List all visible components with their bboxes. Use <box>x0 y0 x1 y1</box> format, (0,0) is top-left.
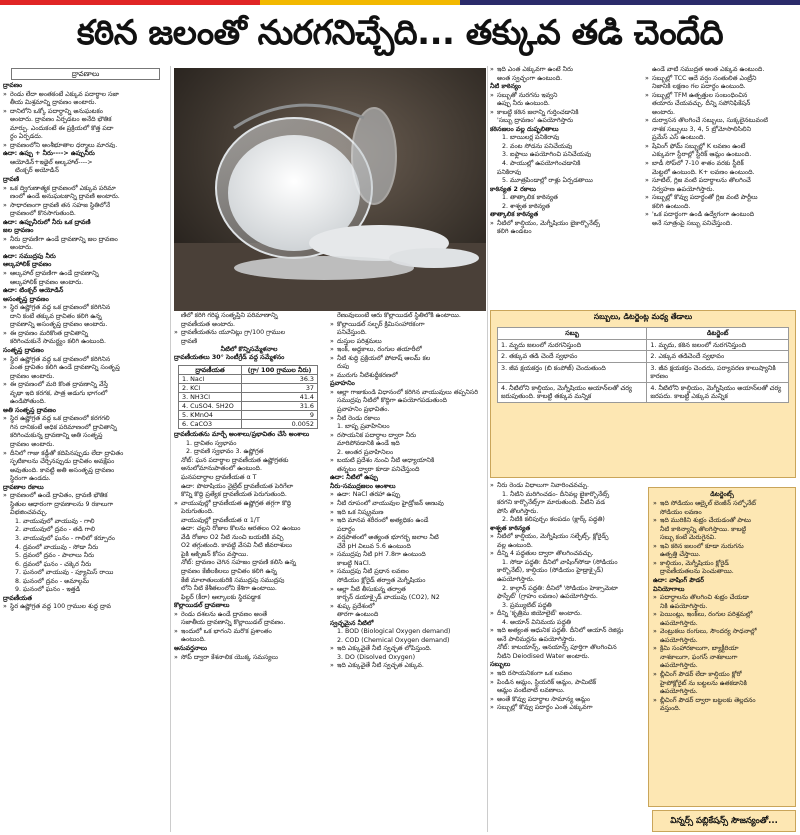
column-1-text <box>3 82 168 611</box>
text-line: ఉపయోగిస్తారు. <box>497 576 535 584</box>
soap-detergent-comparison <box>490 310 796 478</box>
table-header: ద్రావణీయత <box>179 366 242 375</box>
text-line: » ఇంక్, అద్దకాలు, రంగుల తయారీలో <box>330 346 486 354</box>
text-line: ఉదా: పొటాషియం నైట్రేట్ ద్రావణీయత పెరిగేలా <box>181 482 294 490</box>
text-line: ర్థం ఏర్పడదు. <box>10 133 43 141</box>
text-line: 2. ద్రావణి స్వభావం 3. ఉష్ణోగ్రత <box>186 448 264 456</box>
text-line: ణిలో కరిగి గరిష్ఠ సంతృప్తిని పరిమాణాన్ని <box>181 312 278 319</box>
text-line: ద్రావణాన్ని అసంతృప్త ద్రావణం అంటారు. <box>10 321 108 329</box>
table-row <box>179 384 318 393</box>
text-line: ద్రావణి <box>181 337 198 345</box>
text-line: సోడియం క్లోరైడ్ తర్వాత మెగ్నీషియం <box>337 576 426 584</box>
text-line: » బ్లీచింగ్ పౌడర్ ద్వారా బట్టలకు తెల్లదనం <box>653 697 791 705</box>
text-line: ద్రావణీయత అంటారు. <box>181 320 236 328</box>
solubility-table <box>178 365 318 429</box>
text-line: పైకి ఆక్సిజన్ కోసం వస్తాయి. <box>181 550 249 558</box>
text-line: పెరుగుతుంది. <box>181 508 214 516</box>
text-line: ద్రావణీయతలను పెంచుతాయి. <box>660 568 734 576</box>
text-line: ఉత్పత్తి చేస్తాయి. <box>660 551 701 559</box>
text-line: మార్పు. ఎందుకంటే ఈ ప్రక్రియలో కొత్త పదా <box>10 124 114 132</box>
text-line: కలిగి ఉండటం <box>497 228 532 236</box>
text-line: » క్రిమి సంహారకాలుగా, బ్యాక్టీరియా <box>653 645 791 653</box>
text-line: కార్బొనేట్), కాల్షియం (సోడియం హైడ్రాక్సైడ్) <box>497 567 604 575</box>
text-line: ద్రావణంలో కొనసాగుతుంది. <box>10 210 76 218</box>
table-row <box>179 420 318 429</box>
text-line: కార్బన్ డయాక్సైడ్ వాయువు (CO2), N2 <box>337 594 440 602</box>
table-cell: 9 <box>242 411 318 420</box>
text-line: » స్థిర ఉష్ణోగ్రత వద్ద ఒక ద్రావణంలో కరిగినిన <box>3 356 168 364</box>
footer-credit: విన్నర్స్ పబ్లికేషన్స్ సౌజన్యంతో... <box>652 810 796 832</box>
text-line: » నీటిలో కాల్షియం, మెగ్నీషియం సల్ఫేట్స్, క్లోరైడ్స్ <box>490 533 644 541</box>
comparison-table <box>497 327 789 403</box>
text-line: దాని కంటే తక్కువ ద్రావితం కలిగి ఉన్న <box>10 312 102 320</box>
text-line: ఆల్కహాలిక్ ద్రావణం అంటారు. <box>10 278 84 286</box>
table-cell: 41.4 <box>242 393 318 402</box>
text-line: 2. శాశ్వత కాఠిన్యత <box>502 202 550 210</box>
text-line: సజాతీయ ద్రావణాన్ని కొల్లాయిడల్ ద్రావణం. <box>181 619 286 627</box>
detergents-text <box>649 500 795 713</box>
text-line: చేరే pH విలువ 5.6 ఉంటుంది <box>337 542 411 550</box>
table-row <box>498 339 789 351</box>
text-line: » 'ఒక పదార్థంగా ఉండి ఉద్వేగంగా ఉంటుంది <box>645 211 795 219</box>
table-row <box>179 393 318 402</box>
salt-jar-image <box>174 68 486 311</box>
text-line: » ఇవి కఠిన జలంలో కూడా నురుగను <box>653 543 791 551</box>
text-line: 2. వాయువులో ద్రవం - తడి గాలి <box>15 526 96 534</box>
text-line: నోట్: ద్రావణం చెగిన సహజం ద్రావణి కలిసి ఉన్న <box>181 559 296 567</box>
text-line: వృథా ఇది కరగక, పాత్ర అడుగు భాగంలో <box>10 389 108 397</box>
text-line: ఉపయోగిస్తారు. <box>660 619 698 627</box>
text-line: సోడియం లవణం <box>660 508 702 516</box>
table-header: డిటర్జెంట్ <box>647 328 789 340</box>
text-line: కరిగించుకున్న ద్రావణాన్ని అతి సంతృప్త <box>10 432 103 440</box>
table-cell: 31.6 <box>242 402 318 411</box>
solubility-rows <box>179 375 318 429</box>
text-line: పనికిరావు <box>497 168 522 176</box>
text-line: 7. ఘనంలో వాయువు - ప్యూమిస్ రాయి <box>15 569 114 577</box>
text-line: » రెండు దశలను ఉండే ద్రావణం అంతే <box>174 611 324 619</box>
text-line: » దీన్ని 'కృత్రిమ జియోలైట్' అంటారు. <box>490 610 644 618</box>
text-line: » సముద్రపు నీటి pH 7.8గా ఉంటుంది <box>330 551 486 559</box>
text-line: » ద్రావణంలోని అంశీభూతాల ధర్మాలు మారవు. <box>3 142 168 150</box>
subheading: కఠినజలం వల్ల దుష్ఫలితాలు <box>490 125 559 133</box>
text-line: సముద్రపు నీటిలో కొద్దిగా ఉపయోగపడుతుంది <box>337 397 447 405</box>
table-cell: 4. నీటిలోని కాల్షియం, మెగ్నీషియం అయాన్‌లతో చర్య జరపదు. కాబట్టి ఎక్కువ మన్నిక <box>647 382 789 402</box>
table-cell: 2. KCl <box>179 384 242 393</box>
text-line: » స్థిర ఉష్ణోగ్రత వద్ద ఒక ద్రావణంలో కరిగినిన <box>3 304 168 312</box>
text-line: » కాబట్టి కఠిన జలాన్ని గుర్తించడానికి <box>490 109 638 117</box>
text-line: » పెయింట్లు, ఇంక్‌లు, రంగుల పరిశ్రమల్లో <box>653 611 791 619</box>
salt-jar-photo <box>174 68 486 311</box>
text-line: » నీటిలో కాల్షియం, మెగ్నీషియం బైకార్బొనేట్స్ <box>490 220 638 228</box>
text-line: 1. బాయిలర్ల పనికిరావు <box>502 134 560 142</box>
text-line: నోట్: ఘన పదార్థాల ద్రావణీయత ఉష్ణోగ్రతకు <box>181 456 289 464</box>
text-line: 2. నీటికి కలిపుర్చం కలపడం (క్లార్క్ పద్ధతి) <box>502 516 605 524</box>
text-line: ఉప్పు నీరు ఉంటుంది. <box>497 100 550 108</box>
text-line: అవుతుంది. కావట్టి అతి అసంతృప్త ద్రావణం <box>10 466 115 474</box>
text-line: » ద్రావణంలో ఉండే ద్రావితం, ద్రావణి భౌతిక <box>3 492 168 500</box>
text-line: » ఉదా: NaCl తరహా ఉప్పు <box>330 491 486 499</box>
text-line: ఫాస్ఫేట్' (గ్రాహం లవణం) ఉపయోగిస్తారు. <box>497 593 598 601</box>
text-line: » బయటి ప్రదేశం నుంచి నీటి అధ్యాయానికి <box>330 457 486 465</box>
text-line: » స్థిర ఉష్ణోగ్రత వద్ద 100 గ్రాముల శుద్ధ ద్రావ <box>3 603 168 611</box>
text-line: అనే సూత్రంపై సబ్బు పనిచేస్తుంది. <box>652 219 733 227</box>
text-line: » ఆల్లా గాజుకుండి విధానంలో కరిగిన వాయువులు తప్పనిసరి <box>330 389 486 397</box>
text-line: » ఇది ఎంత ఎక్కువగా ఉంటే నీరు <box>490 66 638 74</box>
text-line: » పిండిన ఆమ్లం, స్టియరిక్ ఆమ్లం, పామిటిక్ <box>490 679 644 687</box>
headline: కఠిన జలంతో నురగనిచ్చేది... తక్కువ తడి చెందేది <box>76 13 724 53</box>
subheading: ద్రావణీయతను మార్చే అంశాలు/ప్రభావితం చేసే అంశాలు <box>174 431 310 439</box>
text-line: » ఇది సోడియం ఆల్కైల్ బెంజీన్ సల్ఫోనేట్ <box>653 500 791 508</box>
text-line: ఉండిపోతుంది. <box>10 398 47 406</box>
text-line: విభజించవచ్చు. <box>10 509 48 517</box>
text-line: 6. ద్రవంలో ఘనం - చక్కెర నీరు <box>15 560 92 568</box>
text-line: తారగా ఉంటుంది <box>337 611 379 619</box>
text-line: గిన దానికంటే అధిక పరిమాణంలో ద్రావితాన్ని <box>10 423 117 431</box>
table-row <box>179 402 318 411</box>
text-line: వాయువుల్లో ద్రావణీయత α 1/T <box>181 516 260 524</box>
text-line: ఉంటుంది. <box>181 636 206 644</box>
text-line: 3. వాయువులో ఘనం - గాలిలో కర్పూరం <box>15 534 115 542</box>
text-line: 1. ద్రావితం స్వభావం <box>186 439 237 447</box>
text-line: ద్రావణం అంటారు. <box>10 440 55 448</box>
text-line: » ఇది అత్యంత ఆధునిక పద్ధతి. దీనిలో అయాన్ రెజిన్లు <box>490 627 644 635</box>
text-line: కరిగించుకునే సామర్థ్యం కలిగి ఉంటుంది. <box>10 338 106 346</box>
text-line: » ఆల్కహాల్ ద్రావణిగా ఉండే ద్రావణాన్ని <box>3 270 168 278</box>
text-line: టింక్చర్ అయోడిన్ <box>15 167 59 175</box>
text-line: నిజానికి లక్షణం గల పదార్థం ఉంటుంది. <box>652 83 746 91</box>
text-line: తయారు చేయవచ్చు. దీన్ని సపోనిఫికేషన్ <box>652 100 751 108</box>
text-line: » ఈ ద్రావణంలో మరి కొంత ద్రావణాన్ని వేస్తే <box>3 381 168 389</box>
table-cell: 4. CuSO4. 5H2O <box>179 402 242 411</box>
text-line: » ఒక ద్విగుణాత్మక ద్రావణంలో ఎక్కువ పరిమా <box>3 185 168 193</box>
text-line: రుపు <box>337 363 350 371</box>
text-line: అంత స్వచ్ఛంగా ఉంటుంది. <box>497 74 563 82</box>
table-cell: 3. జీవ క్షయకర్తం చెందదు, పర్యావరణ కాలుష్యానికి కారణం <box>647 362 789 382</box>
text-line: 3. ప్రమ్యుటిట్ పద్ధతి <box>502 601 552 609</box>
subheading: ద్రావణి <box>3 176 20 184</box>
text-line: స్ఫటికాలను చేర్చినప్పుడు ద్రావితం అవక్షేపం <box>10 458 115 466</box>
table-cell: 1. Nacl <box>179 375 242 384</box>
text-line: పదార్థం <box>337 525 355 533</box>
detergents-title: డిటర్జెంట్స్ <box>710 491 734 498</box>
column-6-text <box>490 482 644 712</box>
text-line: » దీన్ని 4 పద్ధతుల ద్వారా తొలగించవచ్చు. <box>490 550 644 558</box>
column-5-text <box>645 66 795 228</box>
text-line: మెట్టలో ఉంటుంది. K+ లవణం ఉంటుంది. <box>652 168 755 176</box>
text-line: కొన్ని కొద్ది ప్రత్యేక ద్రావణీయత పెరుగుతుంది. <box>181 491 287 499</box>
subheading: ఉదా: సముద్రపు నీరు <box>3 252 56 260</box>
text-line: 2. అంతర ప్రవాహినిలం <box>337 448 394 456</box>
text-line: O2 తగ్గుతుంది. కావట్టి వేసవి నీటి జీవరాశులు <box>181 542 292 550</box>
subheading: స్వచ్ఛమైన నీటిలో <box>330 619 374 627</box>
text-line: » వర్షపాతంలో అత్యంత భూగర్భ జలాల నీటి <box>330 534 486 542</box>
text-line: » ఈ ద్రావణం మరికొంత ద్రావితాన్ని <box>3 330 168 338</box>
table-cell: 3. NH3Cl <box>179 393 242 402</box>
table-cell: 3. జీవ క్షయకర్తం (బి కంపోజ్) చెందుతుంది <box>498 362 647 382</box>
text-line: » దుర్వాసన తొలగించే సబ్బులు, సుక్కలైనటువంటి <box>645 117 795 125</box>
table-row <box>498 351 789 363</box>
subheading: తాత్కాలిక కాఠిన్యత <box>490 211 539 219</box>
text-line: 5. మూత్రపిండాల్లో రాళ్లు ఏర్పడతాయి <box>502 177 593 185</box>
text-line: పోసి తొలగిస్తారు. <box>497 507 539 515</box>
text-line: ఫిల్టర్ (కీరా) ఆల్కాలకు స్థిరపడ్డాక <box>181 593 261 601</box>
text-line: » ఇందులో ఒక భాగంని మరొక ప్రశాంతం <box>174 628 324 636</box>
table-row <box>498 382 789 402</box>
text-line: తన్నటం ద్వారా కూడా పనిచేస్తుంది <box>337 465 420 473</box>
text-line: » దుస్తుల పరిశ్రమలు <box>330 338 486 346</box>
text-line: ప్రవాహనిం ప్రభావితం. <box>337 406 390 414</box>
table-cell: 36.3 <box>242 375 318 384</box>
text-line: నీటి కాఠిన్యాన్ని తొలగిస్తాయి. కాబట్టి <box>660 525 747 533</box>
text-line: ఉండే వాటి సముద్రత అంత ఎక్కువ ఉంటుంది. <box>652 66 765 73</box>
table-cell: 5. KMnO4 <box>179 411 242 420</box>
text-line: ద్రావణం అంటారు. <box>10 372 55 380</box>
text-line: తీయ మిశ్రమాన్ని ద్రావణం అంటారు. <box>10 99 97 107</box>
text-line: » స్థిర ఉష్ణోగ్రత వద్ద ఒక ద్రావణంలో కరగగలి <box>3 415 168 423</box>
text-line: » నీటి శుద్ధి ప్రక్రియలో పోటాష్ ఆలమ్ కల <box>330 355 486 363</box>
text-line: నోట్: కాటయాన్స్, ఆనయాన్స్ పూర్తిగా తొలగించిన <box>497 644 617 652</box>
text-line: అంటారు. ద్రావణం ఏర్పడటం అనేది భౌతిక <box>10 116 112 124</box>
subheading: అతి సంతృప్త ద్రావణం <box>3 406 56 414</box>
text-line: » నీటి రెండు రకాలు <box>330 415 486 423</box>
text-line: వల్ల ఉంటుంది. <box>497 541 533 549</box>
subheading: నీటి కాఠిన్యం <box>490 83 521 91</box>
text-line: » సబ్బుల్లో TFM ఉత్పత్తుల సంబంధించిన <box>645 92 795 100</box>
text-line: » ఇది మురికిని శుభ్రం చేయడంతో పాటు <box>653 517 791 525</box>
text-line: » దానిలోని ఒక్కో పదార్థాన్ని అనుఘటకం <box>3 108 168 116</box>
column-1 <box>3 66 168 832</box>
text-line: రేణువులుంటే ఆరు కొల్లాయిడల్ స్థితిలోకి ఉంటాయి. <box>337 312 461 319</box>
text-line: » సబ్బుల్లో కొవ్వు పదార్థం ఎంత ఎక్కువగా <box>490 704 644 712</box>
detergents-box <box>648 487 796 807</box>
text-line: ఆమ్లం వంటివాటి లవణాలు. <box>497 687 565 695</box>
text-line: » నీరు రెండు విధాలుగా నివారించవచ్చు. <box>490 482 644 490</box>
text-line: 8. ఘనంలో ద్రవం - అమాల్గమ్ <box>15 577 90 585</box>
text-line: » రసాయనిక పదార్థాల ద్వారా నీరు <box>330 432 486 440</box>
text-line: కరగని కార్బొనేట్స్‌గా మారుతుంది. వీటిని వడ <box>497 499 606 507</box>
subheading: కొల్లాయిడల్ ద్రావణాలు <box>174 602 230 610</box>
text-line: 4. ద్రవంలో వాయువు - సోడా నీరు <box>15 543 99 551</box>
text-line: ఉపయోగిస్తారు. <box>660 688 698 696</box>
table-cell: 4. నీటిలోని కాల్షియం, మెగ్నీషియం అయాన్‌లతో చర్య జరుపుతుంది. కాబట్టి తక్కువ మన్నిక <box>498 382 647 402</box>
text-line: ఉపయోగిస్తారు. <box>660 662 698 670</box>
text-line: నిర్వహణ ఉపయోగిస్తారు. <box>652 185 715 193</box>
text-line: » రెండు లేదా అంతకంటే ఎక్కువ పదార్థాల సజా <box>3 91 168 99</box>
text-line: నాశక సబ్బులు 3, 4, 5 బ్రోమోసాలిసిలిని <box>652 125 752 133</box>
subheading: ఆల్కహాలిక్ ద్రావణం <box>3 261 52 269</box>
text-line: 5. ద్రవంలో ద్రవం - పాలాలు నీరు <box>15 552 95 560</box>
text-line: » వెంట్రుకలు రంగులు, సౌందర్య సాధనాల్లో <box>653 628 791 636</box>
text-line: కలిగి ఉంటుంది. <box>652 202 691 210</box>
text-line: లోని నీటి కేశీతలంలోని కేశిగా ఉంటాయి. <box>181 585 277 593</box>
text-line: » సాధారణంగా ద్రావణి తన సహజ స్థితిలోనే <box>3 202 168 210</box>
subheading: జల ద్రావణం <box>3 227 34 235</box>
text-line: ఉపయోగిస్తారు. <box>660 636 698 644</box>
subheading: కాఠిన్యత 2 రకాలు <box>490 185 536 193</box>
text-line: » సూటిల్, గ్లిజ వంటి పదార్థాలను తొలగించే <box>645 177 795 185</box>
text-line: 4. పాయుల్లో ఉపయోగించడానికి <box>502 160 581 168</box>
text-line: 1. వాయువులో వాయువు - గాలి <box>15 517 95 525</box>
text-line: » మురుగు నీటిశుద్ధీకరణలో <box>330 372 486 380</box>
text-line: » సోప్ ద్వారా కేశనాలిక యొక్క సమస్యలు <box>174 654 324 662</box>
column-3 <box>330 312 486 832</box>
text-line: » శుష్క ప్రదేశంలో <box>330 603 486 611</box>
text-line: ఎక్కువగా స్టీరాల్లో స్టీరిక్ ఆమ్లం ఉంటుంది. <box>652 151 752 159</box>
table-cell: 1. మృదు జలంలో నురగనిస్తుంది <box>498 339 647 351</box>
text-line: 4. అయాన్ వినిమయ పద్ధతి <box>502 618 571 626</box>
section-title: ద్రావణాలు <box>11 68 160 80</box>
column-2-top-text <box>174 312 324 346</box>
column-4-text <box>490 66 638 236</box>
text-line: అనే పాలిమర్లను ఉపయోగిస్తారు. <box>497 635 577 643</box>
subheading: ఉదా: ఉప్పు + నీరు----> ఉప్పునీరు <box>3 150 95 158</box>
table-row <box>179 375 318 384</box>
text-line: మారిపోవడానికి ఉండే ఇది <box>337 440 400 448</box>
column-3-text <box>330 312 486 670</box>
table-cell: 6. CaCO3 <box>179 420 242 429</box>
text-line: » అంతే కొవ్వు పదార్థాల సామాన్య ఆమ్లం <box>490 696 644 704</box>
subheading: ఉదా: టింక్చర్ అయోడిన్ <box>3 287 64 295</box>
text-line: ణంలో ఉండే అనుఘటకాన్ని ద్రావణి అంటారు. <box>10 193 120 201</box>
text-line: » సబ్బుతో నురగను ఇవ్వని <box>490 92 638 100</box>
text-line: 1. నీటిని మరిగించడం- దీనివల్ల బైకార్బొనేట్స్ <box>502 490 610 498</box>
subheading: అసంతృప్త ద్రావణం <box>3 295 49 303</box>
text-line: 3. ఐఫ్లాలు ఉపయోగించి పనిచేయవు <box>502 151 592 159</box>
subheading: ఉదా: ఉప్పునీరులో నీరు ఒక ద్రావణి <box>3 218 91 226</box>
text-line: నాశకాలుగా, ఫంగస్ నాశకాలుగా <box>660 653 738 661</box>
subheading: అనువర్తనాలు <box>174 644 208 652</box>
text-line: పనిచేస్తుంది. <box>337 329 367 337</box>
top-color-bar <box>0 0 800 5</box>
column-4 <box>490 66 638 308</box>
text-line: » నీటి రూపంలో వాయువుల హైడ్రోజన్ అణువు <box>330 500 486 508</box>
text-line: ఘనపదార్థాల ద్రావణీయత α T <box>181 474 257 482</box>
text-line: 'సబ్బు ద్రావణం' ఉపయోగిస్తారు <box>497 117 574 125</box>
table-cell: 2. ఎక్కువ తడిచెందే స్వభావం <box>647 351 789 363</box>
text-line: స్థిరంగా ఉండదు. <box>10 475 51 483</box>
text-line: » ఇది ఎక్కువైతే నీటి స్వచ్ఛత ఎక్కువ. <box>330 662 486 670</box>
table-header: సబ్బు <box>498 328 647 340</box>
table-cell: 0.0052 <box>242 420 318 429</box>
solubility-table-subtitle: ద్రావణీయతలు 30° సెంటీగ్రేడ్ వద్ద సమ్మేళనం <box>174 354 285 362</box>
column-5 <box>645 66 795 308</box>
text-line: » దీనిలో గాజు కడ్డీతో కదిపినప్పుడు లేదా ద్రావితం <box>3 450 168 458</box>
comparison-rows <box>498 339 789 402</box>
table-row <box>179 411 318 420</box>
text-line: » నీరు ద్రావణిగా ఉండే ద్రావణాన్ని జల ద్రావణం <box>3 236 168 244</box>
text-line: ఆయోడిన్+ఇథైల్ ఆల్కహాల్----> <box>10 158 93 166</box>
text-line: స్థితుల ఆధారంగా ద్రావణాలను 9 రకాలుగా <box>10 500 114 508</box>
subheading: ఉదా: నీటిలో ఉప్పు <box>330 474 378 482</box>
text-line: వేడి రోజుల O2 నీటి నుంచి బయటికి వచ్చి <box>181 533 284 541</box>
subheading: ద్రావణీయత <box>3 594 33 602</box>
text-line: » షేవింగ్ ఫోమ్ సబ్బుల్లో K లవణం ఉంటే <box>645 143 795 151</box>
text-line: 1. బాష్ప ప్రవాహినిలం <box>337 423 390 431</box>
text-line: కాబట్టి NaCl. <box>337 559 371 567</box>
text-line: 1. సోడా పద్ధతి: దీనిలో వాషింగ్‌సోడా (సోడియం <box>502 558 618 566</box>
text-line: నీటిని Deiodised Water అంటారు. <box>497 652 590 660</box>
text-line: సబ్బు కంటే మెరుగైనవి. <box>660 534 717 542</box>
subheading: సంతృప్త ద్రావణం <box>3 346 44 354</box>
text-line: అంటారు. <box>652 108 676 116</box>
text-line: » ఇది ఎక్కువైతే నీటి స్వచ్ఛత లోపిస్తుంది. <box>330 645 486 653</box>
subheading: సబ్బులు <box>490 661 511 669</box>
text-line: 2. వంట సోడను పనిచేయవు <box>502 142 573 150</box>
solubility-table-title: నీటిలో కొన్నిసమ్మేళనాల <box>220 346 278 354</box>
subheading: ద్రావణాల రకాలు <box>3 483 44 491</box>
text-line: » సముద్రపు నీటి ప్రధాన లవణం <box>330 568 486 576</box>
subheading: వినియోగాలు <box>653 585 685 593</box>
text-line: » పదార్థాలను తొలగించి శుభ్రం చేయడా <box>653 594 791 602</box>
subheading: ద్రావణం <box>3 82 23 89</box>
text-line: 9. ఘనంలో ఘనం - ఇత్తడి <box>15 586 81 594</box>
table-cell: 37 <box>242 384 318 393</box>
column-6 <box>490 482 644 832</box>
text-line: » ఆల్లా నీటి తీసుకున్న తర్వాత <box>330 586 486 594</box>
text-line: ఉదా: చల్లని రోజుల కొలను ఆరతలం O2 ఉంటుం <box>181 525 301 533</box>
text-line: 3. DO (Disolved Oxygen) <box>337 653 416 661</box>
text-line: » వాయువుల్లో ద్రావణీయత ఉష్ణోగ్రత తగ్గగా కొద్ది <box>174 500 324 508</box>
text-line: ద్రావణం కేజీలకిలలు ద్రావితం కలిగి ఉన్న <box>181 568 277 576</box>
text-line: » ద్రావణీయతను యూనిట్లు గ్రా/100 గ్రాముల <box>174 329 324 337</box>
text-line: వస్తుంది. <box>660 705 681 713</box>
text-line: » సబ్బుల్లో TCC ఆదే వర్షం సంతులిత ఎంట్రీని <box>645 75 795 83</box>
text-line: » బ్లీచింగ్ పౌడర్ లేదా కాల్షియం క్లోరో <box>653 671 791 679</box>
text-line: 1. తాత్కాలిక కాఠిన్యత <box>502 194 558 202</box>
table-row <box>498 362 789 382</box>
table-header: (గ్రా/ 100 గ్రాముల నీరు) <box>242 366 318 375</box>
text-line: » కాల్షియం, మెగ్నీషియం క్లోరైడ్ <box>653 560 791 568</box>
text-line: 2. COD (Chemical Oxygen demand) <box>337 636 450 644</box>
text-line: అంటారు. <box>10 244 34 252</box>
subheading: నీరు-సముద్రజలం అంశాలు <box>330 482 396 490</box>
text-line: నికి ఉపయోగిస్తారు. <box>660 602 708 610</box>
subheading: ప్రవాహనిం <box>330 380 355 388</box>
text-line: 2. కాల్గాన్ పద్ధతి: దీనిలో 'సోడియం హెక్సామెటా <box>502 584 618 592</box>
table-cell: 2. తక్కువ తడి చెందే స్వభావం <box>498 351 647 363</box>
comparison-caption: సబ్బులు, డిటర్జెంట్ల మధ్య తేడాలు <box>491 311 795 323</box>
text-line: » సబ్బుల్లో కొవ్వు పదార్థంతో గ్లిజ వంటి పార్టీలు <box>645 194 795 202</box>
text-line: కేజీ మాలాతులుకురికి సముద్రపు సముద్రపు <box>181 576 285 584</box>
subheading: ఉదా: వాషింగ్ పౌడర్ <box>653 576 705 584</box>
column-2-bottom-text <box>174 431 324 661</box>
text-line: » ఇది మానవ శరీరంలో అత్యధికం ఉండే <box>330 517 486 525</box>
text-line: హైపోక్లోరైట్ ను బట్టలను ఉతకడానికి <box>660 679 747 687</box>
text-line: » బాడీ సోప్‌లో 7-10 శాతం వరకు స్టీరిక్ <box>645 160 795 168</box>
text-line: 1. BOD (Biological Oxygen demand) <box>337 628 451 636</box>
text-line: అనులోమానుపాతంలో ఉంటుంది. <box>181 465 263 473</box>
text-line: » ఇది రసాయనికంగా ఒక లవణం <box>490 670 644 678</box>
text-line: పెంత ద్రావితం కలిగి ఉండే ద్రావణాన్ని సంతృప్త <box>10 364 120 372</box>
text-line: ప్రమేస్ ఎస్ ఉంటుంది. <box>652 134 706 142</box>
text-line: » కొల్లాయిడల్ సల్ఫర్ క్రిమిసంహారకంగా <box>330 321 486 329</box>
subheading: శాశ్వత కాఠిన్యత <box>490 524 531 532</box>
text-line: » ఇది ఒక నిష్క్రమణ <box>330 509 486 517</box>
column-2 <box>174 312 324 832</box>
table-cell: 1. మృదు, కఠిన జలంలో నురగనిస్తుంది <box>647 339 789 351</box>
